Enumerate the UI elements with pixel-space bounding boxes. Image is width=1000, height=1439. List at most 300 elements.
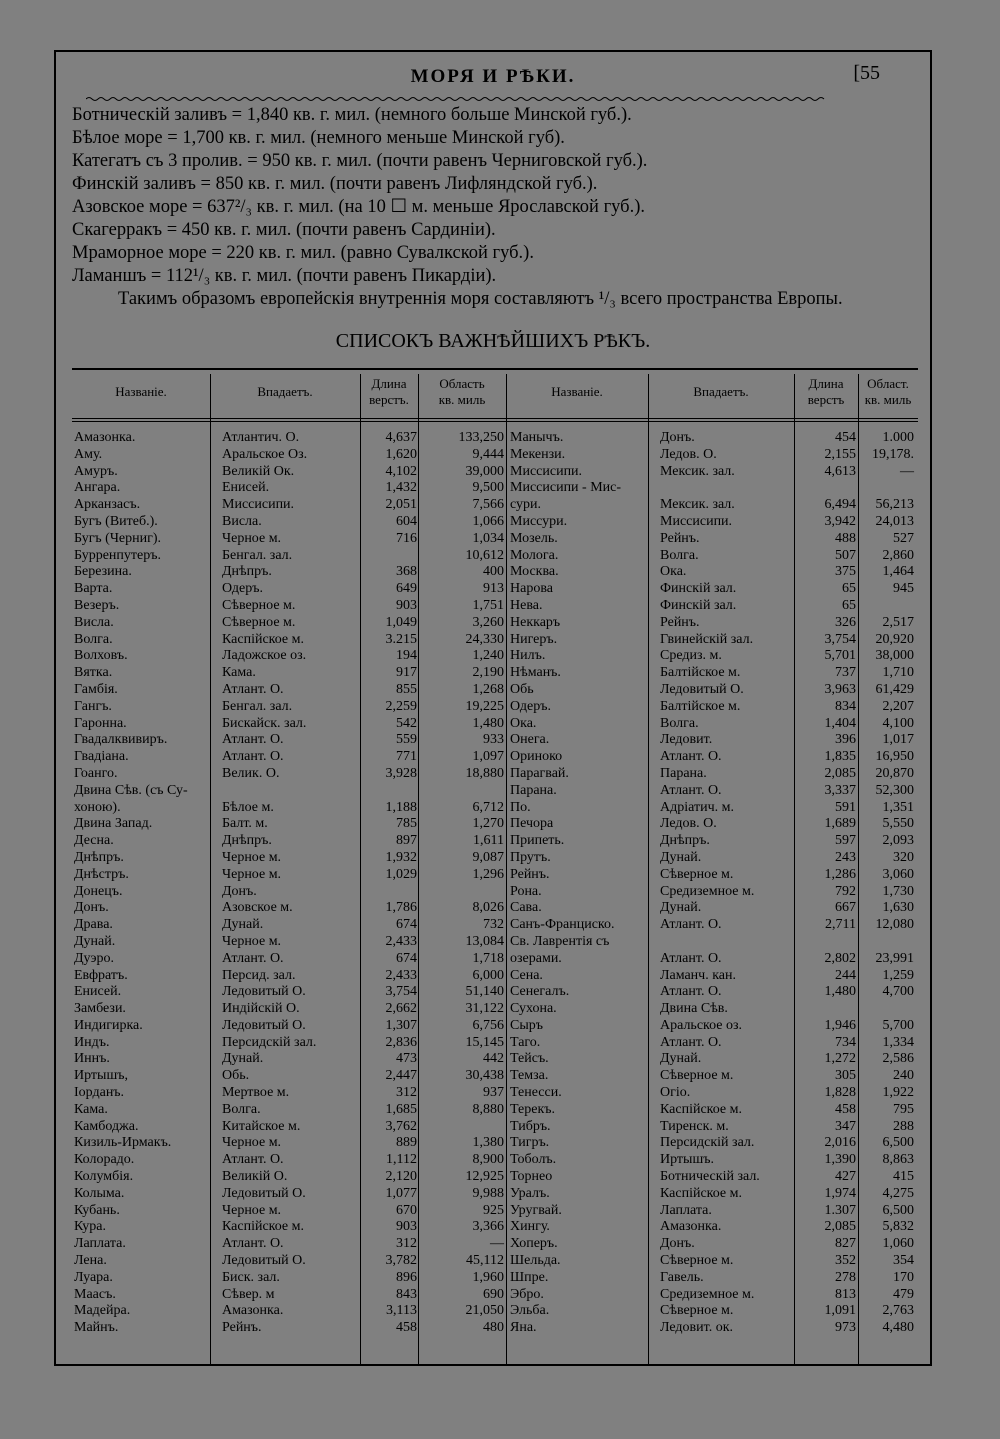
river-length: 897 xyxy=(396,833,417,849)
river-length-right: 1,835 xyxy=(824,749,856,765)
river-length: 771 xyxy=(396,749,417,765)
river-length-right: 597 xyxy=(835,833,856,849)
river-length: 1,077 xyxy=(385,1185,417,1201)
river-mouth-right: Атлант. О. xyxy=(660,1034,722,1050)
river-mouth-right: Сѣверное м. xyxy=(660,866,734,882)
river-mouth: Атлант. О. xyxy=(222,732,284,748)
basin-area: 1,611 xyxy=(473,833,504,849)
river-length: 2,259 xyxy=(385,698,417,714)
river-length: 1,049 xyxy=(385,614,417,630)
river-length: 2,662 xyxy=(385,1001,417,1017)
river-name: Камбоджа. xyxy=(74,1118,139,1134)
basin-area-right: 16,950 xyxy=(875,749,914,765)
table-row xyxy=(72,1068,918,1085)
basin-area-right: 1,334 xyxy=(882,1034,914,1050)
basin-area: 933 xyxy=(483,732,504,748)
river-name: Донецъ. xyxy=(74,883,123,899)
table-row xyxy=(72,1152,918,1169)
wavy-rule xyxy=(86,96,914,102)
table-row xyxy=(72,514,918,531)
river-length-right: 1,272 xyxy=(824,1051,856,1067)
river-name: Гвадалквивиръ. xyxy=(74,732,168,748)
basin-area-right: 1,259 xyxy=(882,967,914,983)
river-length: 312 xyxy=(396,1085,417,1101)
river-name-right: Шпре. xyxy=(510,1269,549,1285)
river-name: Кура. xyxy=(74,1219,106,1235)
river-mouth: Великій Ок. xyxy=(222,463,295,479)
basin-area: 1,296 xyxy=(472,866,504,882)
river-length-right: 1,946 xyxy=(824,1017,856,1033)
river-mouth-right: Огіо. xyxy=(660,1085,691,1101)
river-mouth-right: Ламанч. кан. xyxy=(660,967,737,983)
table-row xyxy=(72,632,918,649)
river-mouth-right: Финскій зал. xyxy=(660,581,737,597)
table-row xyxy=(72,1236,918,1253)
basin-area: 8,026 xyxy=(472,900,504,916)
river-mouth-right: Средиз. м. xyxy=(660,648,722,664)
river-name-right: Нигеръ. xyxy=(510,631,558,647)
river-length-right: 458 xyxy=(835,1101,856,1117)
table-row xyxy=(72,1135,918,1152)
river-length-right: 6,494 xyxy=(824,497,856,513)
river-name-right: Нилъ. xyxy=(510,648,546,664)
basin-area: 18,880 xyxy=(465,765,504,781)
river-mouth-right: Амазонка. xyxy=(660,1219,722,1235)
river-name-right: Прутъ. xyxy=(510,849,551,865)
river-name: Бурренпутеръ. xyxy=(74,547,161,563)
river-length: 368 xyxy=(396,564,417,580)
basin-area-right: 38,000 xyxy=(875,648,914,664)
basin-area: 3,366 xyxy=(472,1219,504,1235)
river-length: 2,120 xyxy=(385,1169,417,1185)
river-mouth: Обь. xyxy=(222,1068,250,1084)
river-mouth-right: Дунай. xyxy=(660,849,702,865)
river-mouth: Черное м. xyxy=(222,530,282,546)
river-mouth: Черное м. xyxy=(222,866,282,882)
river-mouth-right: Рейнъ. xyxy=(660,614,700,630)
river-length: 1,029 xyxy=(385,866,417,882)
river-mouth: Амазонка. xyxy=(222,1303,284,1319)
river-name-right: Нева. xyxy=(510,597,543,613)
summary-paragraph: Такимъ образомъ европейскія внутреннія моря составляютъ ¹/₃ всего пространства Европы. xyxy=(118,289,843,309)
table-row xyxy=(72,850,918,867)
river-mouth: Сѣверное м. xyxy=(222,614,296,630)
basin-area-right: 12,080 xyxy=(875,917,914,933)
table-row xyxy=(72,867,918,884)
river-length-right: 278 xyxy=(835,1269,856,1285)
river-mouth-right: Днѣпръ. xyxy=(660,833,710,849)
river-name-right: Неккаръ xyxy=(510,614,561,630)
river-mouth: Атлант. О. xyxy=(222,1236,284,1252)
river-mouth: Сѣверное м. xyxy=(222,597,296,613)
col-header-name-right: Названіе. xyxy=(551,384,603,399)
river-length: 559 xyxy=(396,732,417,748)
river-length-right: 507 xyxy=(835,547,856,563)
basin-area: 1,480 xyxy=(472,715,504,731)
river-name-right: Припеть. xyxy=(510,833,565,849)
table-row xyxy=(72,564,918,581)
river-name: Дунай. xyxy=(74,933,116,949)
river-name-right: Молога. xyxy=(510,547,559,563)
rivers-table xyxy=(72,368,918,1364)
river-length: 2,051 xyxy=(385,497,417,513)
basin-area: 1,380 xyxy=(472,1135,504,1151)
river-length: 473 xyxy=(396,1051,417,1067)
river-mouth: Атлант. О. xyxy=(222,1152,284,1168)
river-name: Амазонка. xyxy=(74,430,136,445)
table-row xyxy=(72,884,918,901)
river-length-right: 305 xyxy=(835,1068,856,1084)
river-mouth-right: Атлант. О. xyxy=(660,917,722,933)
basin-area: 1,066 xyxy=(472,513,504,529)
river-length: 1,786 xyxy=(385,900,417,916)
basin-area-right: 527 xyxy=(893,530,914,546)
basin-area: 8,900 xyxy=(472,1152,504,1168)
basin-area-right: 8,863 xyxy=(882,1152,914,1168)
basin-area: 6,000 xyxy=(472,967,504,983)
basin-area-right: 2,586 xyxy=(882,1051,914,1067)
basin-area: 2,190 xyxy=(472,665,504,681)
river-length: 3,782 xyxy=(385,1253,417,1269)
river-mouth: Каспійское м. xyxy=(222,1219,305,1235)
basin-area-right: 1,017 xyxy=(882,732,914,748)
river-name-right: Печора xyxy=(510,816,554,832)
river-name-right: Манычъ. xyxy=(510,430,564,445)
table-top-rule xyxy=(72,368,918,370)
table-row xyxy=(72,682,918,699)
river-name: Кубань. xyxy=(74,1202,120,1218)
basin-area-right: 1,730 xyxy=(882,883,914,899)
table-row xyxy=(72,1270,918,1287)
river-name-right: Сухона. xyxy=(510,1001,557,1017)
intro-line: Финскій заливъ = 850 кв. г. мил. (почти равенъ Лифляндской губ.). xyxy=(72,174,598,194)
river-name-right: Нарова xyxy=(510,581,553,597)
river-mouth-right: Донъ. xyxy=(660,430,695,445)
intro-line: Ламаншъ = 112¹/₃ кв. г. мил. (почти равенъ Пикардіи). xyxy=(72,266,497,286)
river-mouth: Рейнъ. xyxy=(222,1320,262,1336)
river-name: Кама. xyxy=(74,1101,108,1117)
basin-area: 442 xyxy=(483,1051,504,1067)
river-length-right: 2,085 xyxy=(824,1219,856,1235)
table-row xyxy=(72,1102,918,1119)
col-header-mouth: Впадаетъ. xyxy=(257,384,313,399)
river-mouth-right: Двина Сѣв. xyxy=(660,1001,728,1017)
river-name-right: Уругвай. xyxy=(510,1202,562,1218)
basin-area: 1,718 xyxy=(472,950,504,966)
river-name-right: Хоперъ. xyxy=(510,1236,558,1252)
basin-area-right: 3,060 xyxy=(882,866,914,882)
table-row xyxy=(72,1219,918,1236)
river-name-right: Тейсъ. xyxy=(510,1051,549,1067)
river-name-right: Одеръ. xyxy=(510,698,552,714)
river-name: Майнъ. xyxy=(74,1320,119,1336)
basin-area: 21,050 xyxy=(465,1303,504,1319)
basin-area: 45,112 xyxy=(466,1253,504,1269)
river-mouth: Аральское Оз. xyxy=(222,446,308,462)
river-length: 2,433 xyxy=(385,967,417,983)
basin-area-right: 354 xyxy=(893,1253,914,1269)
river-name: Ангара. xyxy=(74,480,121,496)
river-length: 2,433 xyxy=(385,933,417,949)
river-name-right: Сена. xyxy=(510,967,543,983)
basin-area-right: 61,429 xyxy=(875,681,914,697)
table-row xyxy=(72,917,918,934)
basin-area: 1,751 xyxy=(472,597,504,613)
river-mouth: Атлант. О. xyxy=(222,681,284,697)
basin-area: 9,087 xyxy=(472,849,504,865)
basin-area: 31,122 xyxy=(465,1001,504,1017)
river-name-right: Парана. xyxy=(510,782,557,798)
river-mouth: Черное м. xyxy=(222,849,282,865)
river-mouth-right: Атлант. О. xyxy=(660,984,722,1000)
river-mouth-right: Ледовит. xyxy=(660,732,713,748)
river-length: 896 xyxy=(396,1269,417,1285)
river-mouth-right: Ледовитый О. xyxy=(660,681,744,697)
river-length-right: 2,155 xyxy=(824,446,856,462)
basin-area-right: 1.000 xyxy=(882,430,914,445)
river-length: 542 xyxy=(396,715,417,731)
river-name-right: Сыръ xyxy=(510,1017,543,1033)
river-length: 903 xyxy=(396,597,417,613)
river-length-right: 792 xyxy=(835,883,856,899)
river-length-right: 1,480 xyxy=(824,984,856,1000)
river-length: 1,307 xyxy=(385,1017,417,1033)
river-name-right: Миссисипи. xyxy=(510,463,583,479)
basin-area-right: 2,207 xyxy=(882,698,914,714)
table-row xyxy=(72,1203,918,1220)
basin-area-right: 1,922 xyxy=(882,1085,914,1101)
river-mouth: Днѣпръ. xyxy=(222,564,272,580)
river-mouth-right: Аральское оз. xyxy=(660,1017,743,1033)
river-mouth: Ледовитый О. xyxy=(222,984,306,1000)
river-name-right: Мекензи. xyxy=(510,446,566,462)
river-mouth-right: Ледов. О. xyxy=(660,446,717,462)
river-length-right: 1,974 xyxy=(824,1185,856,1201)
river-name: Бугъ (Витеб.). xyxy=(74,513,158,529)
table-row xyxy=(72,1035,918,1052)
river-mouth-right: Ока. xyxy=(660,564,687,580)
river-length: 1,685 xyxy=(385,1101,417,1117)
river-mouth-right: Волга. xyxy=(660,547,699,563)
table-row xyxy=(72,800,918,817)
river-name: Висла. xyxy=(74,614,114,630)
river-name: Кизиль-Ирмакъ. xyxy=(74,1135,172,1151)
river-length: 4,102 xyxy=(385,463,417,479)
river-name: Колорадо. xyxy=(74,1152,135,1168)
river-mouth-right: Атлант. О. xyxy=(660,950,722,966)
river-mouth: Одеръ. xyxy=(222,581,264,597)
basin-area: 12,925 xyxy=(465,1169,504,1185)
basin-area-right: 4,275 xyxy=(882,1185,914,1201)
river-length-right: 3,754 xyxy=(824,631,856,647)
river-length-right: 834 xyxy=(835,698,856,714)
river-name-right: Обь xyxy=(510,681,534,697)
river-name-right: Парагвай. xyxy=(510,765,569,781)
river-length: 674 xyxy=(396,950,417,966)
river-length-right: 3,337 xyxy=(824,782,856,798)
basin-area-right: 5,832 xyxy=(882,1219,914,1235)
basin-area: 1,960 xyxy=(472,1269,504,1285)
river-mouth-right: Сѣверное м. xyxy=(660,1303,734,1319)
table-row xyxy=(72,984,918,1001)
river-mouth-right: Адріатич. м. xyxy=(660,799,734,815)
river-length: 716 xyxy=(396,530,417,546)
basin-area-right: 23,991 xyxy=(875,950,914,966)
basin-area-right: 20,870 xyxy=(875,765,914,781)
river-name: Енисей. xyxy=(74,984,122,1000)
river-name: Гангъ. xyxy=(74,698,112,714)
basin-area-right: 415 xyxy=(893,1169,914,1185)
river-mouth: Бѣлое м. xyxy=(222,799,274,815)
river-mouth: Дунай. xyxy=(222,1051,264,1067)
river-mouth-right: Донъ. xyxy=(660,1236,695,1252)
river-mouth: Черное м. xyxy=(222,1135,282,1151)
river-length-right: 396 xyxy=(835,732,856,748)
river-mouth: Черное м. xyxy=(222,1202,282,1218)
river-length-right: 3,963 xyxy=(824,681,856,697)
table-row xyxy=(72,497,918,514)
river-mouth-right: Каспійское м. xyxy=(660,1101,743,1117)
basin-area-right: 320 xyxy=(893,849,914,865)
table-row xyxy=(72,1287,918,1304)
river-length: 674 xyxy=(396,917,417,933)
table-row xyxy=(72,1169,918,1186)
table-row xyxy=(72,1018,918,1035)
river-length: 903 xyxy=(396,1219,417,1235)
basin-area-right: 795 xyxy=(893,1101,914,1117)
basin-area: 937 xyxy=(483,1085,504,1101)
river-mouth-right: Атлант. О. xyxy=(660,749,722,765)
river-mouth-right: Балтійское м. xyxy=(660,665,741,681)
basin-area-right: 2,860 xyxy=(882,547,914,563)
table-row xyxy=(72,598,918,615)
table-row xyxy=(72,1001,918,1018)
basin-area: 1,270 xyxy=(472,816,504,832)
river-mouth: Атлант. О. xyxy=(222,749,284,765)
river-length: 1,932 xyxy=(385,849,417,865)
river-name: Гаронна. xyxy=(74,715,127,731)
basin-area: 1,097 xyxy=(472,749,504,765)
river-mouth: Ледовитый О. xyxy=(222,1253,306,1269)
basin-area: 19,225 xyxy=(465,698,504,714)
river-name-right: Сава. xyxy=(510,900,542,916)
river-name: Днѣстръ. xyxy=(74,866,129,882)
river-mouth: Миссисипи. xyxy=(222,497,295,513)
river-length: 3.215 xyxy=(385,631,417,647)
river-name: Гамбія. xyxy=(74,681,118,697)
basin-area: 6,756 xyxy=(472,1017,504,1033)
river-mouth-right: Мексик. зал. xyxy=(660,497,735,513)
basin-area: — xyxy=(490,1236,504,1252)
river-name-right: Эбро. xyxy=(510,1286,544,1302)
river-length-right: 347 xyxy=(835,1118,856,1134)
river-name-right: По. xyxy=(510,799,531,815)
basin-area: 133,250 xyxy=(458,430,504,445)
river-name: Волховъ. xyxy=(74,648,128,664)
river-name-right: Тигръ. xyxy=(510,1135,550,1151)
river-mouth: Великій О. xyxy=(222,1169,288,1185)
river-length: 458 xyxy=(396,1320,417,1336)
river-length: 2,836 xyxy=(385,1034,417,1050)
table-row xyxy=(72,480,918,497)
river-mouth-right: Миссисипи. xyxy=(660,513,733,529)
river-length-right: 2,016 xyxy=(824,1135,856,1151)
river-length-right: 1,404 xyxy=(824,715,856,731)
river-length: 889 xyxy=(396,1135,417,1151)
river-length-right: 2,711 xyxy=(825,917,856,933)
river-name: Лена. xyxy=(74,1253,107,1269)
river-length: 3,754 xyxy=(385,984,417,1000)
basin-area: 9,988 xyxy=(472,1185,504,1201)
river-name-right: Св. Лаврентія съ xyxy=(510,933,610,949)
table-row xyxy=(72,951,918,968)
river-name: Донъ. xyxy=(74,900,109,916)
basin-area: 6,712 xyxy=(472,799,504,815)
river-length-right: 1,286 xyxy=(824,866,856,882)
river-length-right: 5,701 xyxy=(824,648,856,664)
river-name-right: Яна. xyxy=(510,1320,537,1336)
river-length: 2,447 xyxy=(385,1068,417,1084)
river-name: хоною). xyxy=(74,799,121,815)
basin-area-right: 4,100 xyxy=(882,715,914,731)
river-name: Амуръ. xyxy=(74,463,118,479)
table-row xyxy=(72,934,918,951)
river-name-right: Терекъ. xyxy=(510,1101,555,1117)
basin-area: 7,566 xyxy=(472,497,504,513)
basin-area-right: 20,920 xyxy=(875,631,914,647)
basin-area: 1,240 xyxy=(472,648,504,664)
river-name: Иртышъ, xyxy=(74,1068,128,1084)
basin-area: 3,260 xyxy=(472,614,504,630)
basin-area-right: 1,060 xyxy=(882,1236,914,1252)
river-mouth-right: Волга. xyxy=(660,715,699,731)
river-length-right: 1.307 xyxy=(824,1202,856,1218)
basin-area: 1,034 xyxy=(472,530,504,546)
river-length-right: 827 xyxy=(835,1236,856,1252)
river-mouth: Енисей. xyxy=(222,480,270,496)
table-row xyxy=(72,1253,918,1270)
river-length-right: 488 xyxy=(835,530,856,546)
table-row xyxy=(72,1119,918,1136)
river-length-right: 734 xyxy=(835,1034,856,1050)
basin-area-right: 288 xyxy=(893,1118,914,1134)
basin-area-right: 4,480 xyxy=(882,1320,914,1336)
table-row xyxy=(72,783,918,800)
river-name-right: Эльба. xyxy=(510,1303,550,1319)
river-mouth-right: Средиземное м. xyxy=(660,1286,755,1302)
river-mouth: Каспійское м. xyxy=(222,631,305,647)
col-header-length-right: Длина верстъ xyxy=(807,376,845,407)
table-body xyxy=(72,430,918,1337)
river-name-right: Миссури. xyxy=(510,513,568,529)
basin-area-right: 2,517 xyxy=(882,614,914,630)
col-header-length: Длина верстъ. xyxy=(369,376,409,407)
river-length-right: 1,828 xyxy=(824,1085,856,1101)
river-length: 843 xyxy=(396,1286,417,1302)
river-length-right: 427 xyxy=(835,1169,856,1185)
basin-area-right: 5,550 xyxy=(882,816,914,832)
river-name-right: озерами. xyxy=(510,950,562,966)
table-row xyxy=(72,816,918,833)
river-name-right: Таго. xyxy=(510,1034,541,1050)
river-mouth: Донъ. xyxy=(222,883,257,899)
river-length: 917 xyxy=(396,665,417,681)
basin-area-right: 2,093 xyxy=(882,833,914,849)
table-row xyxy=(72,732,918,749)
river-name: Аму. xyxy=(74,446,103,462)
river-name: Колумбія. xyxy=(74,1169,134,1185)
river-mouth-right: Персидскій зал. xyxy=(660,1135,755,1151)
